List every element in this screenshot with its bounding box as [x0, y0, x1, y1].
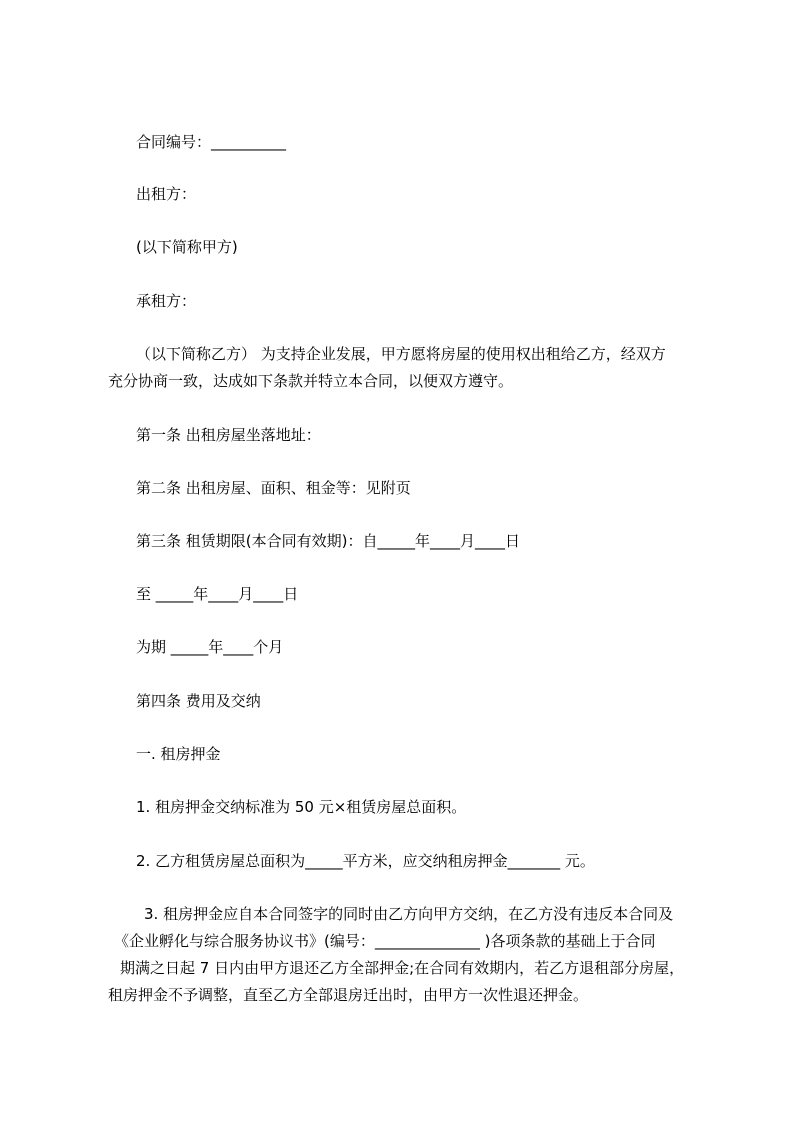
article-3-duration: 为期 _____年____个月: [136, 638, 284, 656]
section-deposit-heading: 一. 租房押金: [136, 745, 221, 763]
intro-line-1: （以下简称乙方） 为支持企业发展，甲方愿将房屋的使用权出租给乙方，经双方: [136, 345, 666, 363]
deposit-item-3-line-3: 期满之日起 7 日内由甲方退还乙方全部押金;在合同有效期内，若乙方退租部分房屋，: [120, 959, 685, 977]
intro-line-2: 充分协商一致，达成如下条款并特立本合同，以便双方遵守。: [108, 372, 514, 390]
lessee-label: 承租方：: [136, 292, 197, 310]
article-2: 第二条 出租房屋、面积、租金等：见附页: [136, 479, 411, 497]
article-1: 第一条 出租房屋坐落地址：: [136, 426, 321, 444]
deposit-item-2: 2. 乙方租赁房屋总面积为_____平方米，应交纳租房押金_______ 元。: [136, 852, 595, 870]
article-4: 第四条 费用及交纳: [136, 692, 261, 710]
deposit-item-1: 1. 租房押金交纳标准为 50 元×租赁房屋总面积。: [136, 798, 467, 816]
deposit-item-3-line-4: 租房押金不予调整，直至乙方全部退房迁出时，由甲方一次性退还押金。: [108, 986, 589, 1004]
article-3-end-date: 至 _____年____月____日: [136, 585, 299, 603]
lessor-alias: (以下简称甲方): [136, 238, 238, 256]
deposit-item-3-line-2: 《企业孵化与综合服务协议书》(编号：______________ )各项条款的基础上于合同: [114, 932, 656, 950]
contract-number: 合同编号：__________: [136, 133, 287, 151]
lessor-label: 出租方：: [136, 185, 197, 203]
article-3: 第三条 租赁期限(本合同有效期)：自_____年____月____日: [136, 532, 520, 550]
deposit-item-3-line-1: 3. 租房押金应自本合同签字的同时由乙方向甲方交纳，在乙方没有违反本合同及: [144, 905, 674, 923]
